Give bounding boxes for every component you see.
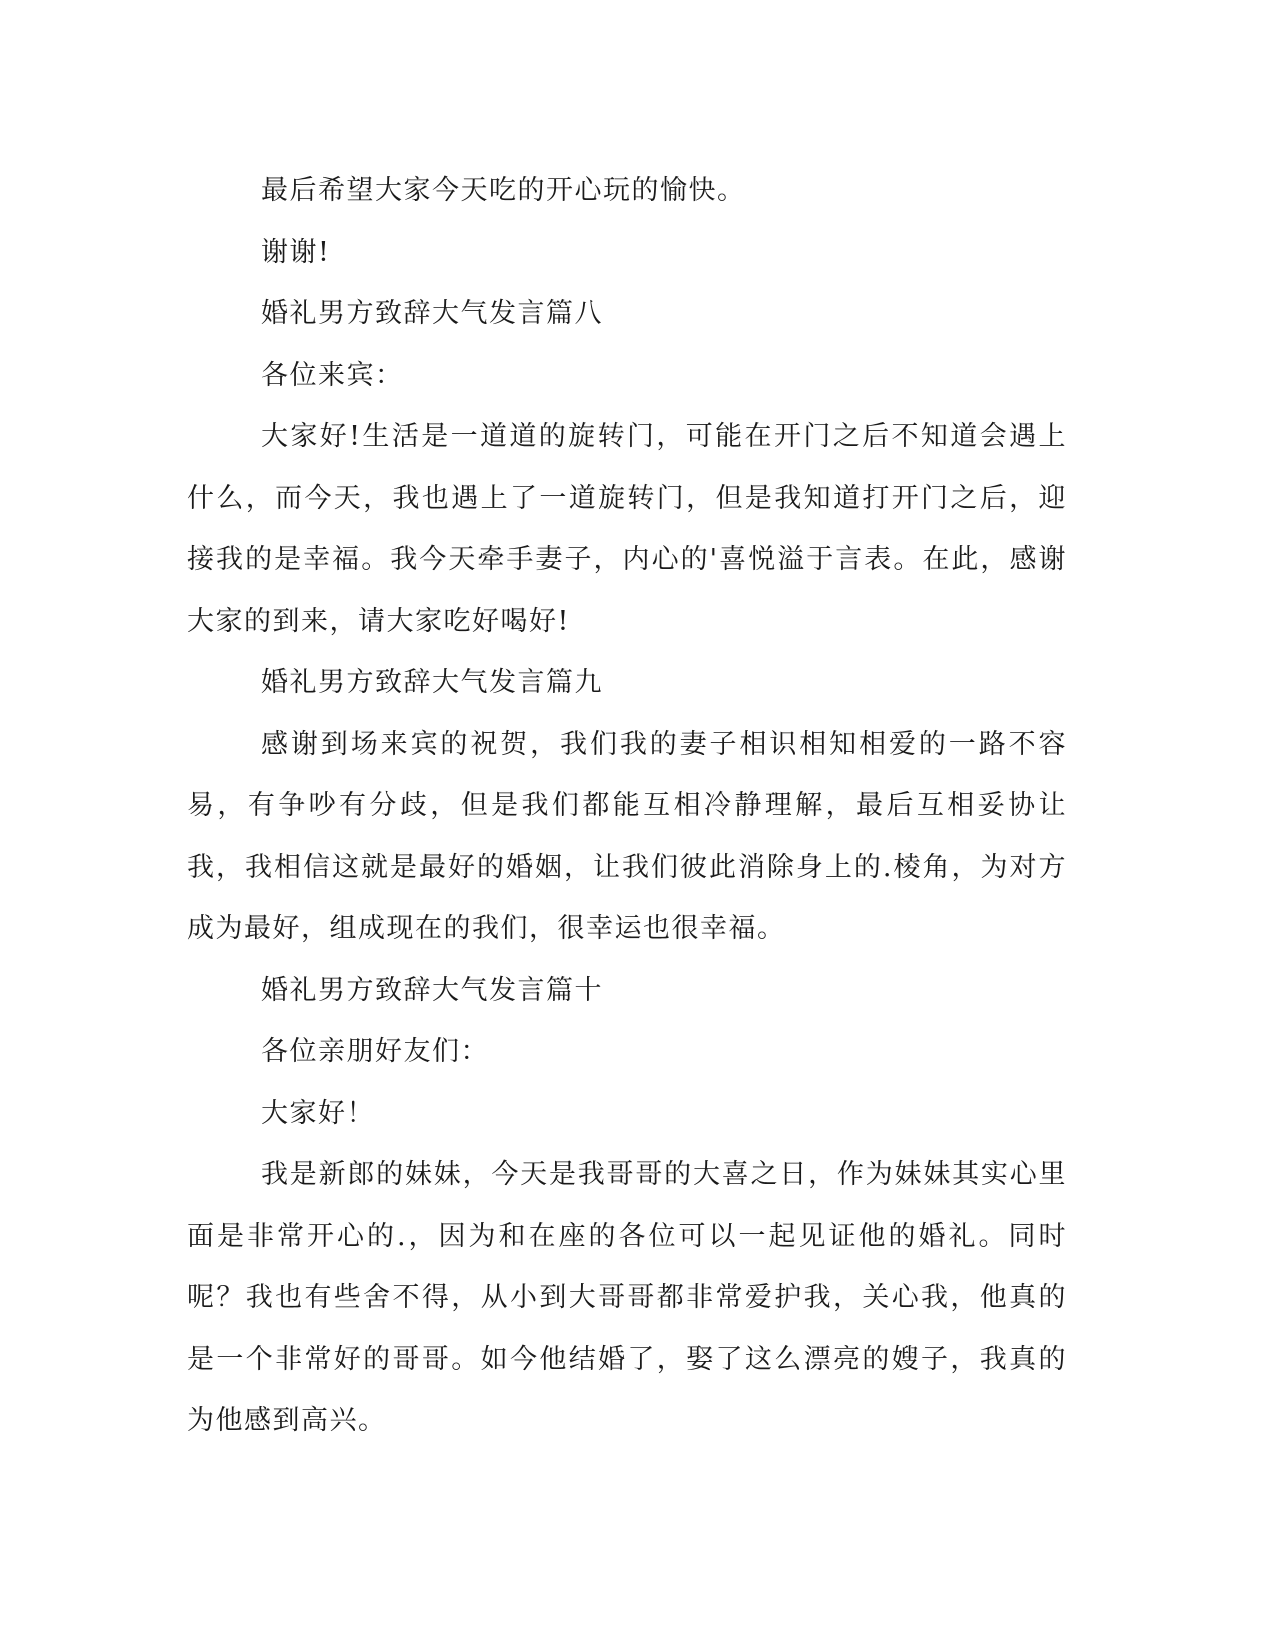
document-body: [187, 160, 1067, 1452]
paragraph-greeting-10: 大家好！: [261, 1097, 375, 1129]
section-heading-9: 婚礼男方致辞大气发言篇九: [261, 667, 603, 698]
section-heading-10: 婚礼男方致辞大气发言篇十: [261, 974, 603, 1006]
paragraph-thanks: 谢谢!: [261, 236, 331, 268]
paragraph-speech-10: 我是新郎的妹妹，今天是我哥哥的大喜之日，作为妹妹其实心里面是非常开心的.，因为和在座的各位可以一起见证他的婚礼。同时呢？我也有些舍不得，从小到大哥哥都非常爱护我，关心我，他真的是一个非常好的哥哥。如今他结婚了，娶了这么漂亮的嫂子，我真的为他感到高兴。: [187, 1159, 1067, 1436]
paragraph-speech-8: 大家好!生活是一道道的旋转门，可能在开门之后不知道会遇上什么，而今天，我也遇上了一道旋转门，但是我知道打开门之后，迎接我的是幸福。我今天牵手妻子，内心的'喜悦溢于言表。在此，感谢大家的到来，请大家吃好喝好!: [187, 421, 1067, 637]
section-heading-8: 婚礼男方致辞大气发言篇八: [261, 298, 603, 329]
paragraph-salutation-10: 各位亲朋好友们：: [261, 1036, 489, 1067]
paragraph-speech-9: 感谢到场来宾的祝贺，我们我的妻子相识相知相爱的一路不容易，有争吵有分歧，但是我们都能互相冷静理解，最后互相妥协让我，我相信这就是最好的婚姻，让我们彼此消除身上的.棱角，为对方成为最好，组成现在的我们，很幸运也很幸福。: [187, 728, 1067, 944]
paragraph-salutation-8: 各位来宾：: [261, 359, 404, 391]
paragraph-closing-wish: 最后希望大家今天吃的开心玩的愉快。: [261, 175, 746, 206]
